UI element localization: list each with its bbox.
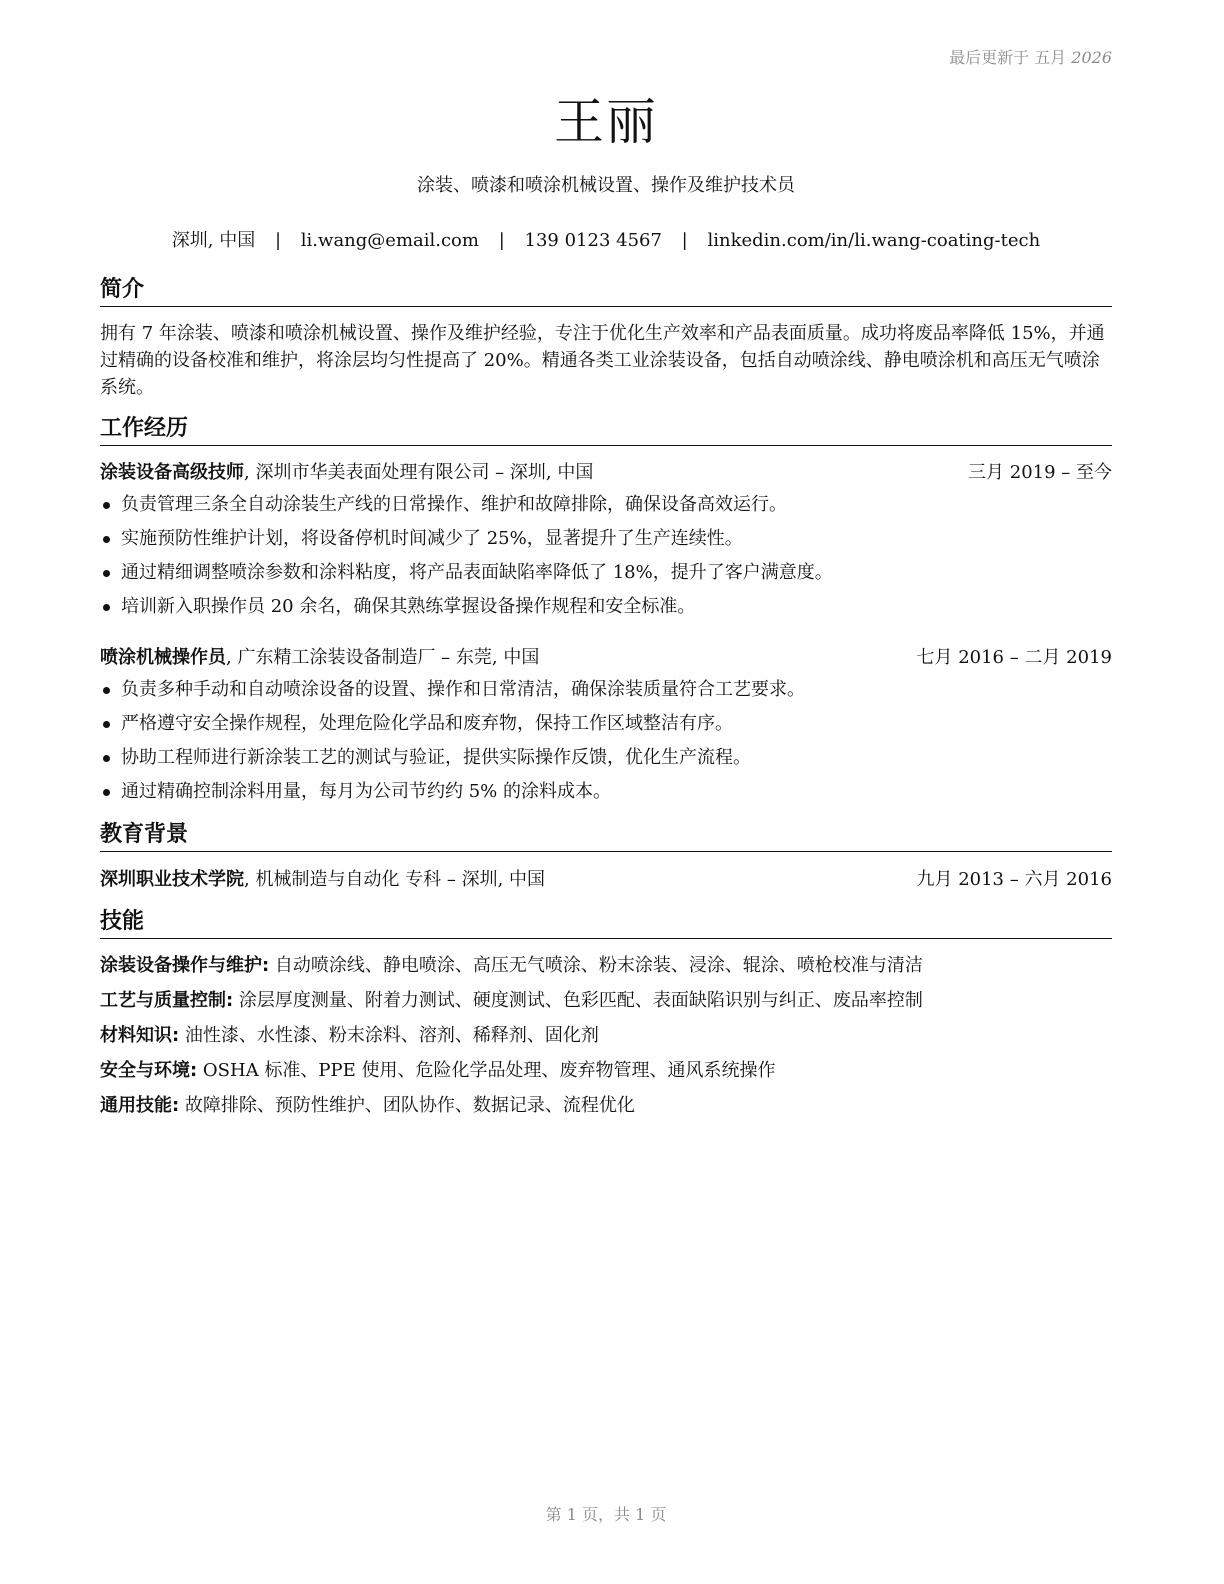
contact-separator: | [274, 230, 282, 251]
skill-value: 故障排除、预防性维护、团队协作、数据记录、流程优化 [179, 1095, 635, 1116]
section-title-experience: 工作经历 [100, 415, 1112, 446]
bullet-dot [103, 687, 110, 694]
resume-page [100, 0, 1112, 1584]
bullet-dot [103, 789, 110, 796]
job-dates: 七月 2016 – 二月 2019 [916, 647, 1112, 668]
skill-label: 安全与环境: [100, 1060, 198, 1081]
list-item: 通过精细调整喷涂参数和涂料粘度，将产品表面缺陷率降低了 18%，提升了客户满意度。 [100, 560, 1112, 594]
contact-linkedin[interactable]: linkedin.com/in/li.wang-coating-tech [707, 230, 1041, 251]
summary-text: 拥有 7 年涂装、喷漆和喷涂机械设置、操作及维护经验，专注于优化生产效率和产品表面质量。成功将废品率降低 15%，并通过精确的设备校准和维护，将涂层均匀性提高了 20%。精通各类工业涂装设备，包括自动喷涂线、静电喷涂机和高压无气喷涂系统。 [100, 323, 1105, 398]
job-role: 喷涂机械操作员 [100, 647, 226, 668]
bullet-dot [103, 721, 110, 728]
list-item: 负责多种手动和自动喷涂设备的设置、操作和日常清洁，确保涂装质量符合工艺要求。 [100, 677, 1112, 711]
last-updated-label: 最后更新于 五月 [949, 48, 1067, 67]
skill-row [100, 1093, 1112, 1119]
skill-label: 材料知识: [100, 1025, 180, 1046]
candidate-headline: 涂装、喷漆和喷涂机械设置、操作及维护技术员 [417, 175, 795, 196]
contact-phone: 139 0123 4567 [524, 230, 662, 251]
contact-line [100, 226, 1112, 252]
list-item: 实施预防性维护计划，将设备停机时间减少了 25%，显著提升了生产连续性。 [100, 526, 1112, 560]
skill-value: 涂层厚度测量、附着力测试、硬度测试、色彩匹配、表面缺陷识别与纠正、废品率控制 [233, 990, 923, 1011]
bullet-dot [103, 502, 110, 509]
list-item: 严格遵守安全操作规程，处理危险化学品和废弃物，保持工作区域整洁有序。 [100, 711, 1112, 745]
skill-value: OSHA 标准、PPE 使用、危险化学品处理、废弃物管理、通风系统操作 [197, 1060, 776, 1081]
contact-location: 深圳, 中国 [171, 230, 256, 251]
list-item: 协助工程师进行新涂装工艺的测试与验证，提供实际操作反馈，优化生产流程。 [100, 745, 1112, 779]
skill-value: 油性漆、水性漆、粉末涂料、溶剂、稀释剂、固化剂 [179, 1025, 599, 1046]
bullet-dot [103, 570, 110, 577]
job-dates: 三月 2019 – 至今 [968, 462, 1112, 483]
skill-row [100, 988, 1112, 1014]
education-detail: , 机械制造与自动化 专科 – 深圳, 中国 [244, 869, 546, 890]
last-updated-year: 2026 [1071, 48, 1112, 67]
education-entry [100, 867, 1112, 893]
last-updated [949, 45, 1112, 68]
list-item: 通过精确控制涂料用量，每月为公司节约约 5% 的涂料成本。 [100, 779, 1112, 813]
page-number-footer: 第 1 页，共 1 页 [545, 1505, 667, 1524]
job-header [100, 645, 1112, 671]
job-bullets [100, 492, 1112, 628]
contact-email[interactable]: li.wang@email.com [300, 230, 479, 251]
job-org: , 广东精工涂装设备制造厂 – 东莞, 中国 [226, 647, 540, 668]
job-bullets [100, 677, 1112, 813]
skill-row [100, 1023, 1112, 1049]
bullet-dot [103, 755, 110, 762]
list-item: 负责管理三条全自动涂装生产线的日常操作、维护和故障排除，确保设备高效运行。 [100, 492, 1112, 526]
job-header [100, 460, 1112, 486]
skill-label: 工艺与质量控制: [100, 990, 234, 1011]
section-title-summary: 简介 [100, 276, 1112, 307]
bullet-dot [103, 536, 110, 543]
contact-separator: | [681, 230, 688, 251]
candidate-name: 王丽 [554, 93, 658, 151]
skill-value: 自动喷涂线、静电喷涂、高压无气喷涂、粉末涂装、浸涂、辊涂、喷枪校准与清洁 [269, 955, 923, 976]
skill-label: 涂装设备操作与维护: [100, 955, 270, 976]
education-school: 深圳职业技术学院 [100, 869, 244, 890]
education-dates: 九月 2013 – 六月 2016 [916, 869, 1112, 890]
list-item: 培训新入职操作员 20 余名，确保其熟练掌握设备操作规程和安全标准。 [100, 594, 1112, 628]
bullet-dot [103, 604, 110, 611]
section-title-skills: 技能 [100, 908, 1112, 939]
skill-row [100, 953, 1112, 979]
job-org: , 深圳市华美表面处理有限公司 – 深圳, 中国 [244, 462, 594, 483]
section-title-education: 教育背景 [100, 821, 1112, 852]
job-role: 涂装设备高级技师 [100, 462, 244, 483]
skill-label: 通用技能: [100, 1095, 180, 1116]
skill-row [100, 1058, 1112, 1084]
contact-separator: | [498, 230, 505, 251]
